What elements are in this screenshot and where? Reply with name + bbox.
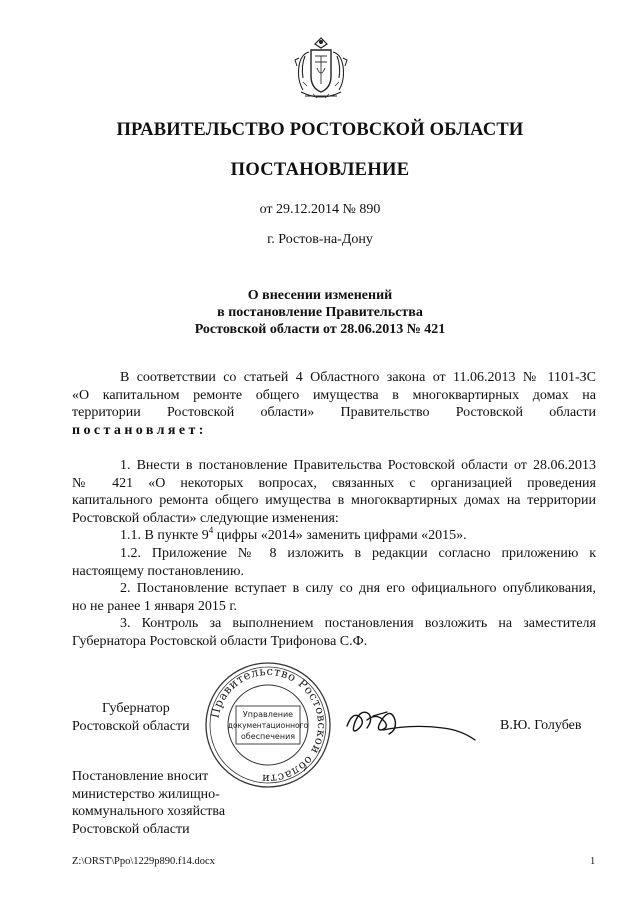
- seal-inner-text: документационного: [227, 721, 309, 730]
- seal-inner-text: обеспечения: [240, 732, 296, 741]
- document-city: г. Ростов-на-Дону: [267, 232, 373, 247]
- organization-title: ПРАВИТЕЛЬСТВО РОСТОВСКОЙ ОБЛАСТИ: [116, 120, 524, 140]
- item-3-paragraph: [72, 615, 596, 650]
- subject-line: О внесении изменений: [247, 288, 393, 303]
- preamble-line: территории Ростовской области» Правительство Ростовской области: [72, 405, 596, 420]
- item-1-2-line: 1.2. Приложение № 8 изложить в редакции согласно приложению к: [120, 546, 596, 561]
- coat-of-arms-emblem: [293, 36, 349, 104]
- preamble-line: В соответствии со статьей 4 Областного закона от 11.06.2013 № 1101-ЗС: [120, 370, 596, 385]
- signatory-title-line: Губернатор: [102, 701, 170, 716]
- item-3-line: Губернатора Ростовской области Трифонова С.Ф.: [72, 633, 368, 649]
- signatory-title: [72, 700, 190, 735]
- decree-word: постановляет:: [72, 422, 207, 438]
- signatory-title-line: Ростовской области: [72, 718, 190, 734]
- item-1-2-paragraph: [72, 545, 596, 580]
- submitter-note-line: коммунального хозяйства: [72, 804, 226, 819]
- submitter-note-line: Постановление вносит: [72, 769, 209, 784]
- footer-file-path: Z:\ORST\Ppo\1229p890.f14.docx: [72, 856, 215, 867]
- submitter-note-line: Ростовской области: [72, 821, 190, 837]
- item-1-1-text-end: цифры «2014» заменить цифрами «2015».: [213, 528, 467, 543]
- submitter-note-line: министерство жилищно-: [72, 786, 220, 802]
- seal-inner-text: Управление: [242, 710, 294, 719]
- item-1-1-text: 1.1. В пункте 9: [120, 528, 209, 543]
- item-2-paragraph: [72, 580, 596, 615]
- seal-ring-text: Правительство Ростовской области: [207, 663, 330, 787]
- item-2-line: 2. Постановление вступает в силу со дня его официального опубликования,: [120, 581, 596, 596]
- submitter-note: [72, 768, 225, 838]
- item-1-line: № 421 «О некоторых вопросах, связанных с организацией проведения: [72, 475, 596, 491]
- page-number: 1: [590, 856, 596, 867]
- item-1-line: капитального ремонта общего имущества в многоквартирных домах на территории: [72, 493, 596, 508]
- item-2-line: но не ранее 1 января 2015 г.: [72, 598, 238, 614]
- handwritten-signature: [343, 700, 483, 744]
- preamble-line: «О капитальном ремонте общего имущества в многоквартирных домах на: [72, 387, 596, 403]
- item-1-paragraph: [72, 457, 596, 527]
- subject-line: Ростовской области от 28.06.2013 № 421: [194, 322, 446, 337]
- item-1-line: Ростовской области» следующие изменения:: [72, 510, 339, 526]
- item-1-1-paragraph: [72, 527, 596, 545]
- document-date-number: от 29.12.2014 № 890: [259, 202, 381, 217]
- document-subject: [0, 287, 640, 338]
- item-1-1-superscript: 4: [208, 525, 214, 535]
- item-1-line: 1. Внести в постановление Правительства Ростовской области от 28.06.2013: [120, 458, 596, 473]
- document-type-heading: ПОСТАНОВЛЕНИЕ: [230, 160, 410, 180]
- item-3-line: 3. Контроль за выполнением постановления возложить на заместителя: [120, 616, 596, 631]
- subject-line: в постановление Правительства: [217, 305, 423, 320]
- preamble-paragraph: [72, 369, 596, 439]
- signatory-name: В.Ю. Голубев: [500, 718, 582, 733]
- item-1-2-line: настоящему постановлению.: [72, 563, 244, 579]
